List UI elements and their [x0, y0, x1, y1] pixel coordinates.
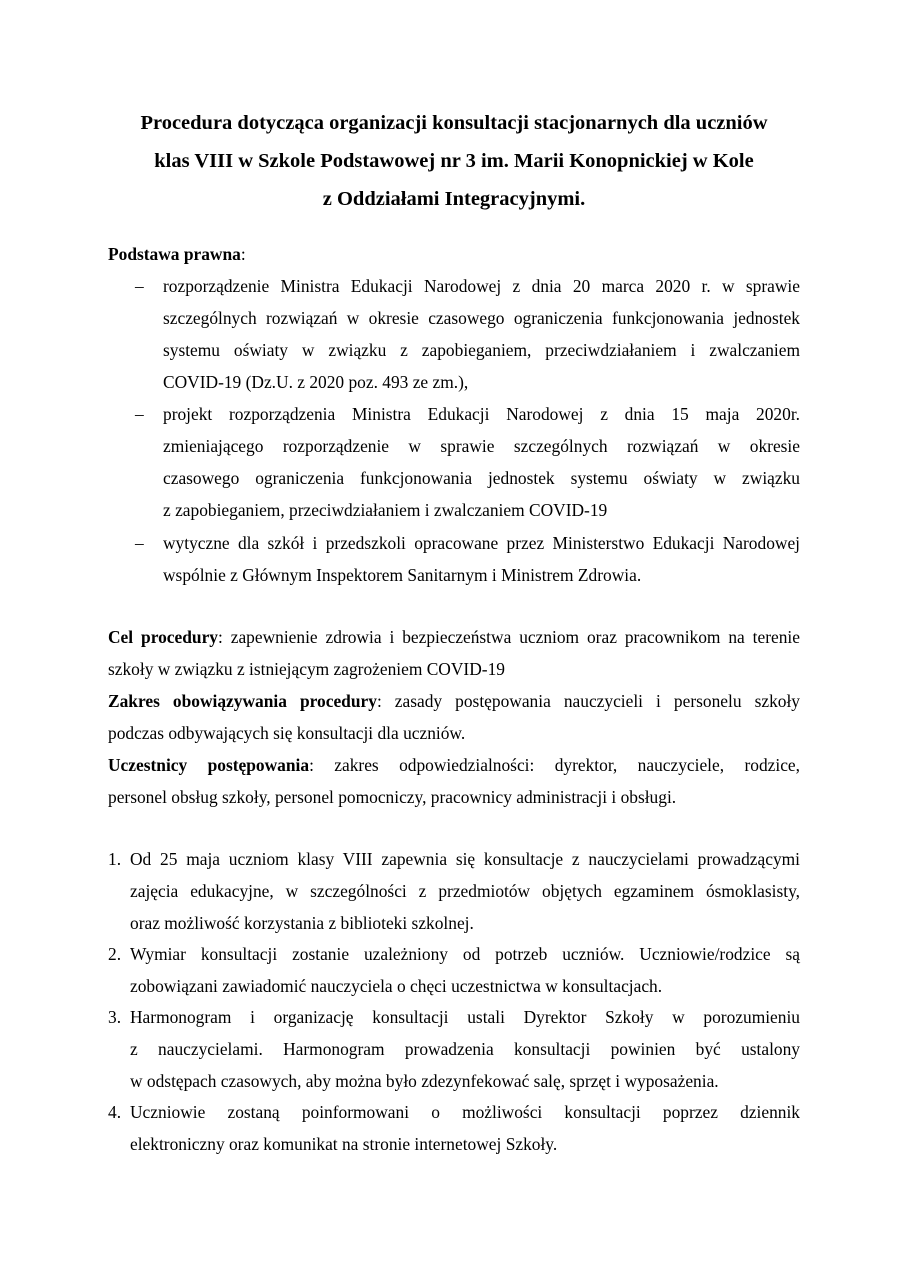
list-item-line: Harmonogram i organizację konsultacji ustali Dyrektor Szkoły w porozumieniu	[130, 1007, 800, 1027]
title-line: Procedura dotycząca organizacji konsultacji stacjonarnych dla uczniów	[140, 112, 768, 134]
participants-line	[108, 755, 800, 775]
legal-basis-item-line: z zapobieganiem, przeciwdziałaniem i zwalczaniem COVID-19	[163, 500, 608, 520]
legal-basis-item-line: czasowego ograniczenia funkcjonowania jednostek systemu oświaty w związku	[163, 468, 800, 488]
list-item-line: Od 25 maja uczniom klasy VIII zapewnia się konsultacje z nauczycielami prowadzącymi	[130, 849, 800, 869]
legal-basis-label: Podstawa prawna	[108, 244, 241, 264]
legal-basis-item-line: projekt rozporządzenia Ministra Edukacji Narodowej z dnia 15 maja 2020r.	[163, 404, 800, 424]
list-item-number: 4.	[108, 1102, 122, 1122]
purpose-line	[108, 627, 800, 647]
list-item-line: Wymiar konsultacji zostanie uzależniony od potrzeb uczniów. Uczniowie/rodzice są	[130, 944, 800, 964]
bullet-dash: –	[135, 276, 144, 296]
legal-basis-item-line: wytyczne dla szkół i przedszkoli opracowane przez Ministerstwo Edukacji Narodowej	[163, 533, 800, 553]
title-line: klas VIII w Szkole Podstawowej nr 3 im. Marii Konopnickiej w Kole	[154, 150, 754, 172]
legal-basis-colon: :	[240, 244, 246, 264]
list-item-line: w odstępach czasowych, aby można było zdezynfekować salę, sprzęt i wyposażenia.	[130, 1071, 719, 1091]
legal-basis-item-line: rozporządzenie Ministra Edukacji Narodowej z dnia 20 marca 2020 r. w sprawie	[163, 276, 800, 296]
legal-basis-item-line: zmieniającego rozporządzenie w sprawie szczególnych rozwiązań w okresie	[163, 436, 800, 456]
list-item-line: z nauczycielami. Harmonogram prowadzenia konsultacji powinien być ustalony	[130, 1039, 800, 1059]
participants-text: : zakres odpowiedzialności: dyrektor, nauczyciele, rodzice,	[309, 755, 800, 775]
participants-line: personel obsług szkoły, personel pomocniczy, pracownicy administracji i obsługi.	[108, 787, 677, 807]
list-item-line: oraz możliwość korzystania z biblioteki szkolnej.	[130, 913, 474, 933]
list-item-line: elektroniczny oraz komunikat na stronie internetowej Szkoły.	[130, 1134, 558, 1154]
list-item-number: 1.	[108, 849, 122, 869]
purpose-text: : zapewnienie zdrowia i bezpieczeństwa uczniom oraz pracownikom na terenie	[217, 627, 800, 647]
list-item-number: 2.	[108, 944, 122, 964]
list-item-line: zobowiązani zawiadomić nauczyciela o chęci uczestnictwa w konsultacjach.	[130, 976, 663, 996]
list-item-line: Uczniowie zostaną poinformowani o możliwości konsultacji poprzez dziennik	[130, 1102, 800, 1122]
legal-basis-heading	[108, 244, 246, 264]
list-item-line: zajęcia edukacyjne, w szczególności z przedmiotów objętych egzaminem ósmoklasisty,	[130, 881, 800, 901]
legal-basis-item-line: szczególnych rozwiązań w okresie czasowego ograniczenia funkcjonowania jednostek	[163, 308, 800, 328]
purpose-label: Cel procedury	[108, 627, 218, 647]
legal-basis-item-line: wspólnie z Głównym Inspektorem Sanitarnym i Ministrem Zdrowia.	[163, 565, 642, 585]
legal-basis-item-line: systemu oświaty w związku z zapobieganiem, przeciwdziałaniem i zwalczaniem	[163, 340, 800, 360]
bullet-dash: –	[135, 404, 144, 424]
list-item-number: 3.	[108, 1007, 122, 1027]
scope-text: : zasady postępowania nauczycieli i personelu szkoły	[376, 691, 800, 711]
participants-label: Uczestnicy postępowania	[108, 755, 310, 775]
title-line: z Oddziałami Integracyjnymi.	[322, 188, 586, 210]
scope-line: podczas odbywających się konsultacji dla uczniów.	[108, 723, 466, 743]
purpose-line: szkoły w związku z istniejącym zagrożeniem COVID-19	[108, 659, 505, 679]
scope-line	[108, 691, 800, 711]
legal-basis-item-line: COVID-19 (Dz.U. z 2020 poz. 493 ze zm.),	[163, 372, 469, 392]
document-title	[100, 104, 808, 218]
scope-label: Zakres obowiązywania procedury	[108, 691, 377, 711]
bullet-dash: –	[135, 533, 144, 553]
